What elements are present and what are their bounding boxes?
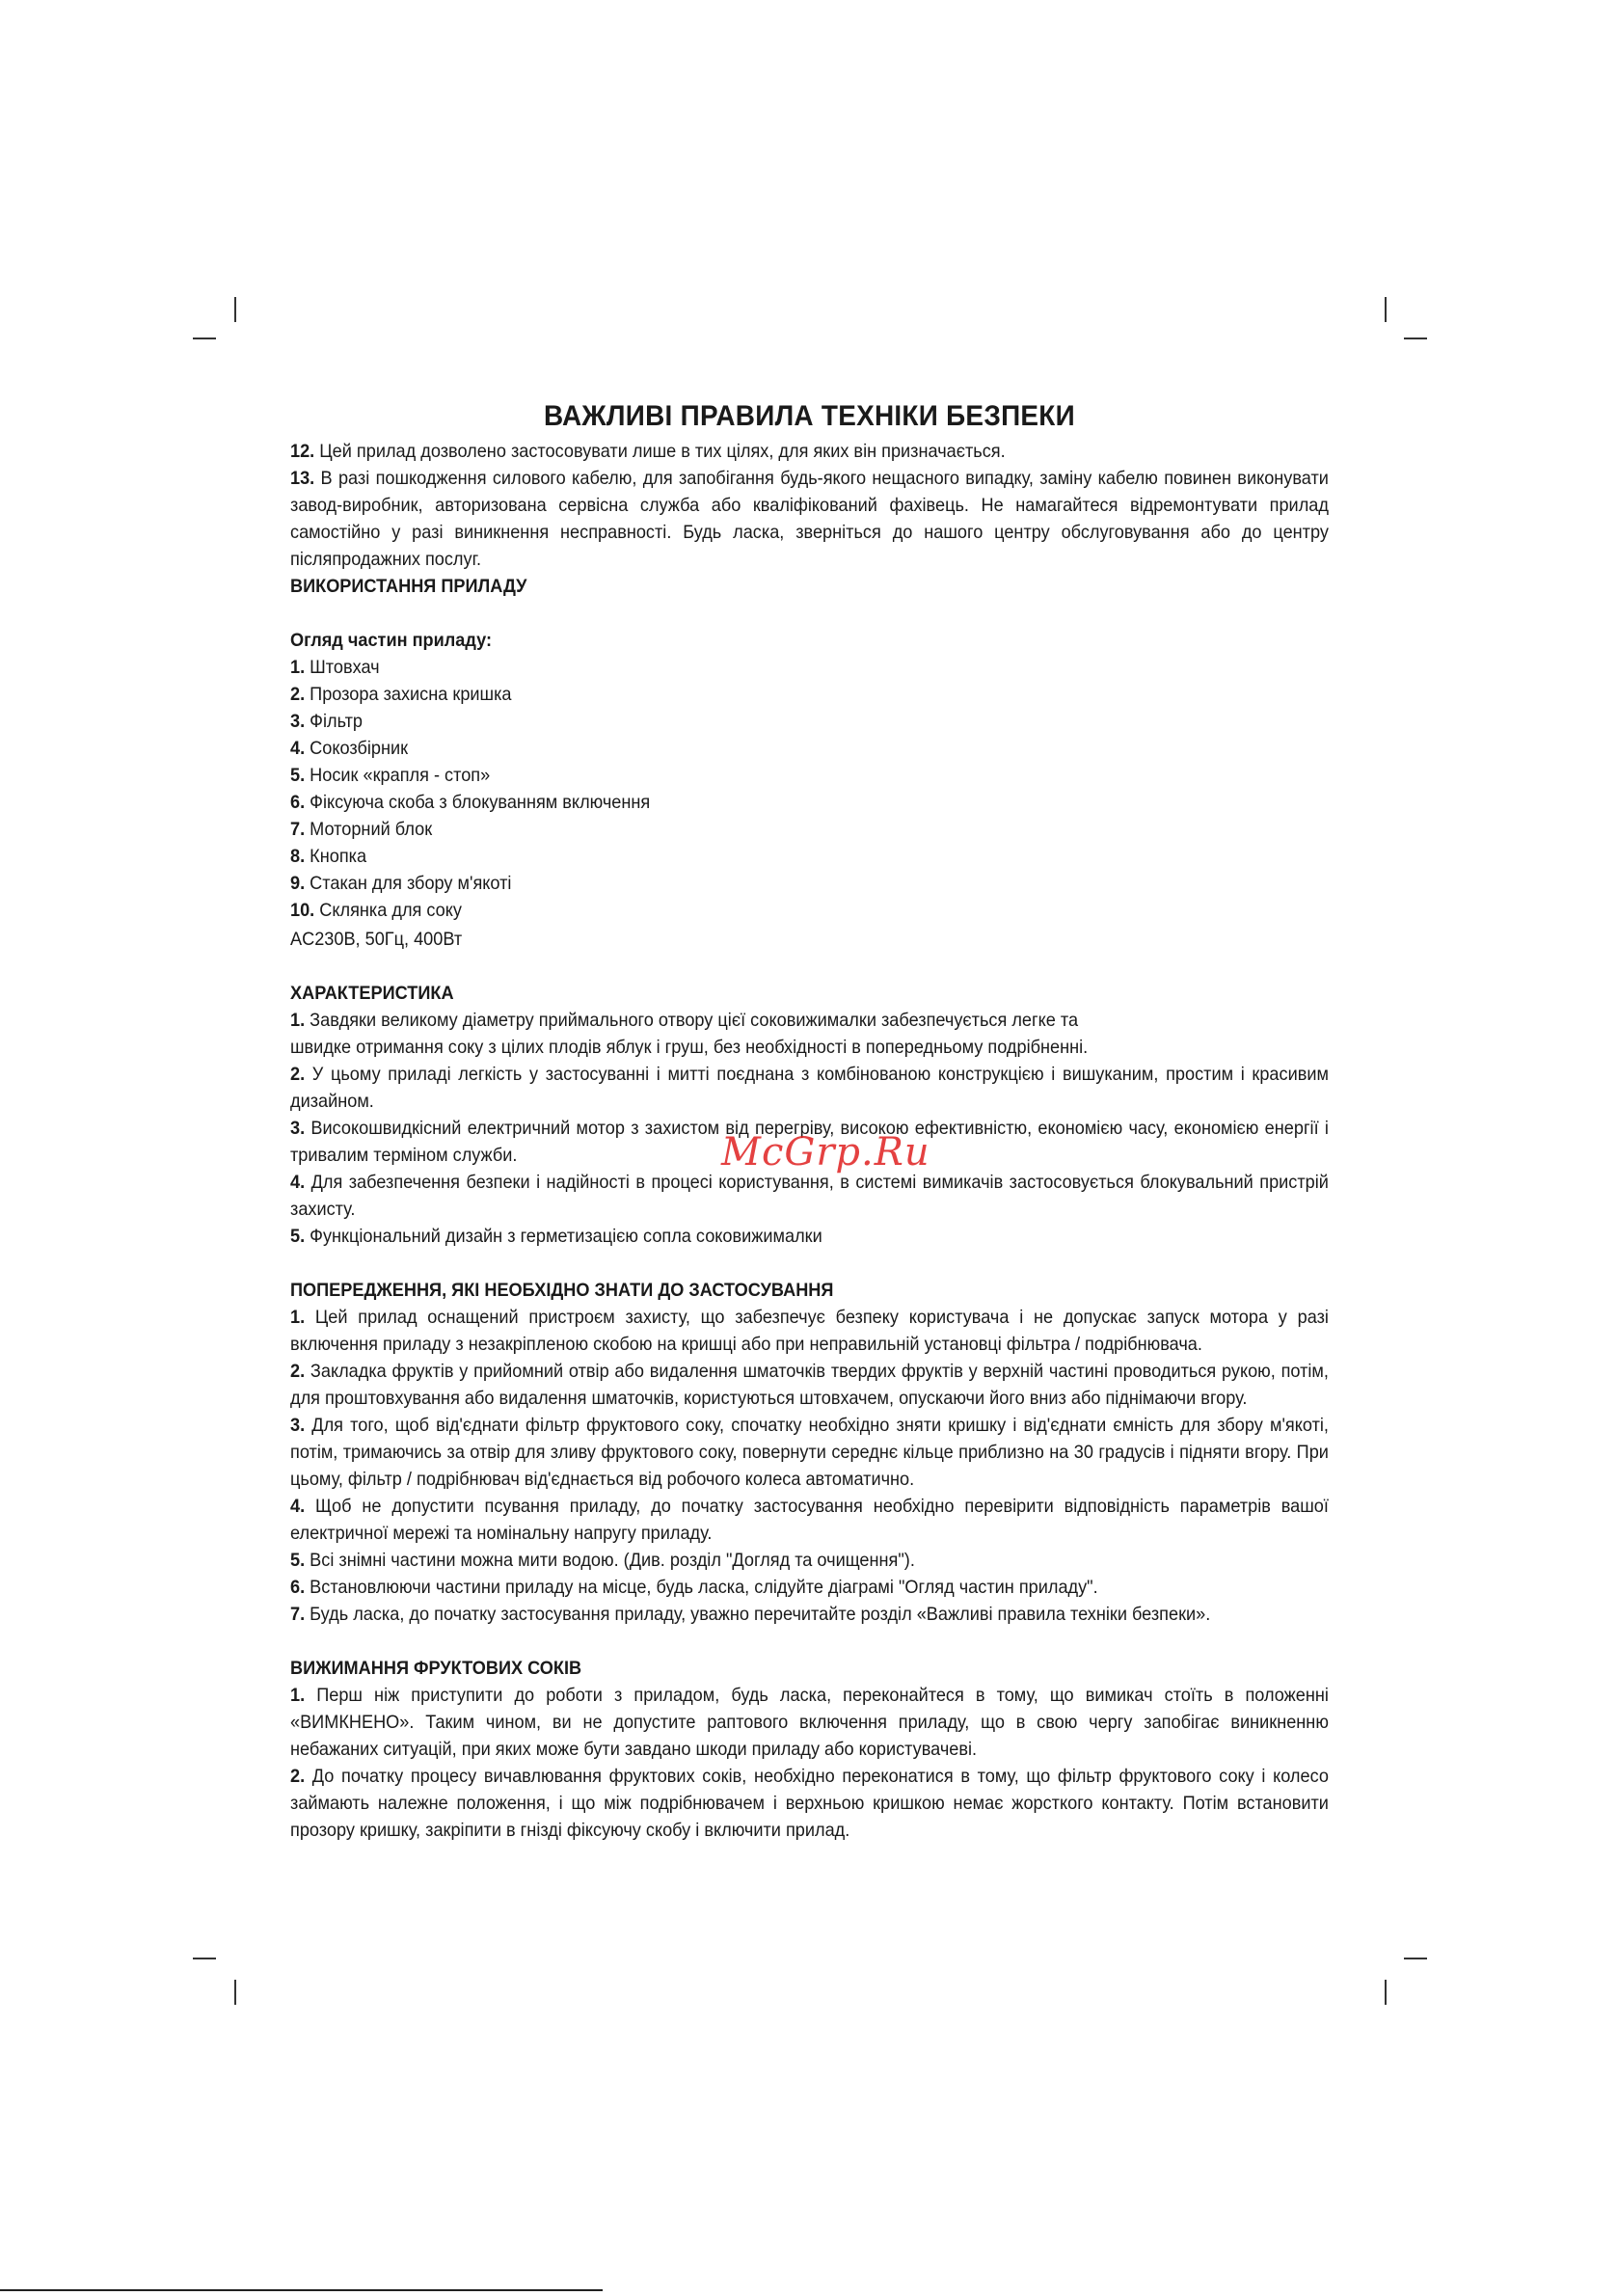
crop-mark	[1385, 1980, 1387, 2005]
crop-mark	[234, 1980, 236, 2005]
list-item: 3. Високошвидкісний електричний мотор з захистом від перегріву, високою ефективністю, економією часу, економією енергії і тривалим терміном служби.	[290, 1118, 1329, 1166]
list-item: 7. Будь ласка, до початку застосування приладу, уважно перечитайте розділ «Важливі правила техніки безпеки».	[290, 1604, 1211, 1625]
rule-item: 13. В разі пошкодження силового кабелю, для запобігання будь-якого нещасного випадку, заміну кабелю повинен виконувати завод-виробник, авторизована сервісна служба або кваліфікований фахівець. Не намагайтеся відремонтувати прилад самостійно у разі виникнення несправності. Будь ласка, зверніться до нашого центру обслуговування або до центру післяпродажних послуг.	[290, 468, 1329, 570]
crop-mark	[1404, 338, 1427, 339]
rule-item: 12. Цей прилад дозволено застосовувати лише в тих цілях, для яких він призначається.	[290, 441, 1006, 462]
list-item: 1. Завдяки великому діаметру приймального отвору цієї соковижималки забезпечується легке та швидке отримання соку з цілих плодів яблук і груш, без необхідності в попередньому подрібненні.	[290, 1010, 1089, 1058]
watermark: McGrp.Ru	[721, 1130, 930, 1175]
crop-mark	[1404, 1958, 1427, 1959]
crop-mark	[1385, 297, 1387, 322]
list-item: 1. Цей прилад оснащений пристроєм захисту, що забезпечує безпеку користувача і не допускає запуск мотора у разі включення приладу з незакріпленою скобою на кришці або при неправильній установці фільтра / подрібнювача.	[290, 1307, 1329, 1355]
rules-list	[290, 438, 1329, 573]
list-item: 2. У цьому приладі легкість у застосуванні і митті поєднана з комбінованою конструкцією і вишуканим, простим і красивим дизайном.	[290, 1064, 1329, 1112]
page-title: ВАЖЛИВІ ПРАВИЛА ТЕХНІКИ БЕЗПЕКИ	[543, 400, 1075, 432]
crop-mark	[193, 1958, 216, 1959]
list-item: 2. Закладка фруктів у прийомний отвір або видалення шматочків твердих фруктів у верхній частині проводиться рукою, потім, для проштовхування або видалення шматочків, користуються штовхачем, опускаючи його вниз або піднімаючи вгору.	[290, 1361, 1329, 1409]
list-item: 4. Для забезпечення безпеки і надійності в процесі користування, в системі вимикачів застосовується блокувальний пристрій захисту.	[290, 1172, 1329, 1220]
list-item: 4. Щоб не допустити псування приладу, до початку застосування необхідно перевірити відповідність параметрів вашої електричної мережі та номінальну напругу приладу.	[290, 1496, 1329, 1544]
list-item: 1. Перш ніж приступити до роботи з приладом, будь ласка, переконайтеся в тому, що вимикач стоїть в положенні «ВИМКНЕНО». Таким чином, ви не допустите раптового включення приладу, що в свою чергу запобігає виникненню небажаних ситуацій, при яких може бути завдано шкоди приладу або користувачеві.	[290, 1685, 1329, 1760]
list-item: 2. До початку процесу вичавлювання фруктових соків, необхідно переконатися в тому, що фільтр фруктового соку і колесо займають належне положення, і що між подрібнювачем і верхньою кришкою немає жорсткого контакту. Потім встановити прозору кришку, закріпити в гнізді фіксуючу скобу і включити прилад.	[290, 1766, 1329, 1841]
list-item: 8. Кнопка	[290, 846, 367, 867]
section-heading-juicing: ВИЖИМАННЯ ФРУКТОВИХ СОКІВ	[290, 1658, 582, 1679]
list-item: 5. Носик «крапля - стоп»	[290, 765, 491, 786]
section-heading-features: ХАРАКТЕРИСТИКА	[290, 983, 454, 1004]
features-list	[290, 1007, 1329, 1250]
page-content	[290, 395, 1329, 1844]
list-item: 6. Встановлюючи частини приладу на місце, будь ласка, слідуйте діаграмі "Огляд частин приладу".	[290, 1577, 1098, 1598]
list-item: 2. Прозора захисна кришка	[290, 684, 512, 705]
power-spec: AC230В, 50Гц, 400Вт	[290, 929, 463, 950]
parts-list	[290, 654, 1329, 924]
footer-divider	[0, 2289, 603, 2291]
section-heading-usage: ВИКОРИСТАННЯ ПРИЛАДУ	[290, 576, 527, 597]
juicing-list	[290, 1682, 1329, 1844]
list-item: 4. Сокозбірник	[290, 738, 409, 759]
list-item: 9. Стакан для збору м'якоті	[290, 873, 512, 894]
crop-mark	[234, 297, 236, 322]
list-item: 5. Всі знімні частини можна мити водою. (Див. розділ "Догляд та очищення").	[290, 1550, 915, 1571]
section-heading-warnings: ПОПЕРЕДЖЕННЯ, ЯКІ НЕОБХІДНО ЗНАТИ ДО ЗАСТОСУВАННЯ	[290, 1280, 834, 1301]
crop-mark	[193, 338, 216, 339]
list-item: 6. Фіксуюча скоба з блокуванням включення	[290, 792, 651, 813]
list-item: 3. Фільтр	[290, 711, 363, 732]
parts-heading: Огляд частин приладу:	[290, 630, 492, 651]
warnings-list	[290, 1304, 1329, 1628]
list-item: 10. Склянка для соку	[290, 900, 462, 921]
list-item: 5. Функціональний дизайн з герметизацією сопла соковижималки	[290, 1226, 822, 1247]
list-item: 1. Штовхач	[290, 657, 380, 678]
list-item: 7. Моторний блок	[290, 819, 433, 840]
list-item: 3. Для того, щоб від'єднати фільтр фруктового соку, спочатку необхідно зняти кришку і від'єднати ємність для збору м'якоті, потім, тримаючись за отвір для зливу фруктового соку, повернути середнє кільце приблизно на 30 градусів і підняти вгору. При цьому, фільтр / подрібнювач від'єднається від робочого колеса автоматично.	[290, 1415, 1329, 1490]
